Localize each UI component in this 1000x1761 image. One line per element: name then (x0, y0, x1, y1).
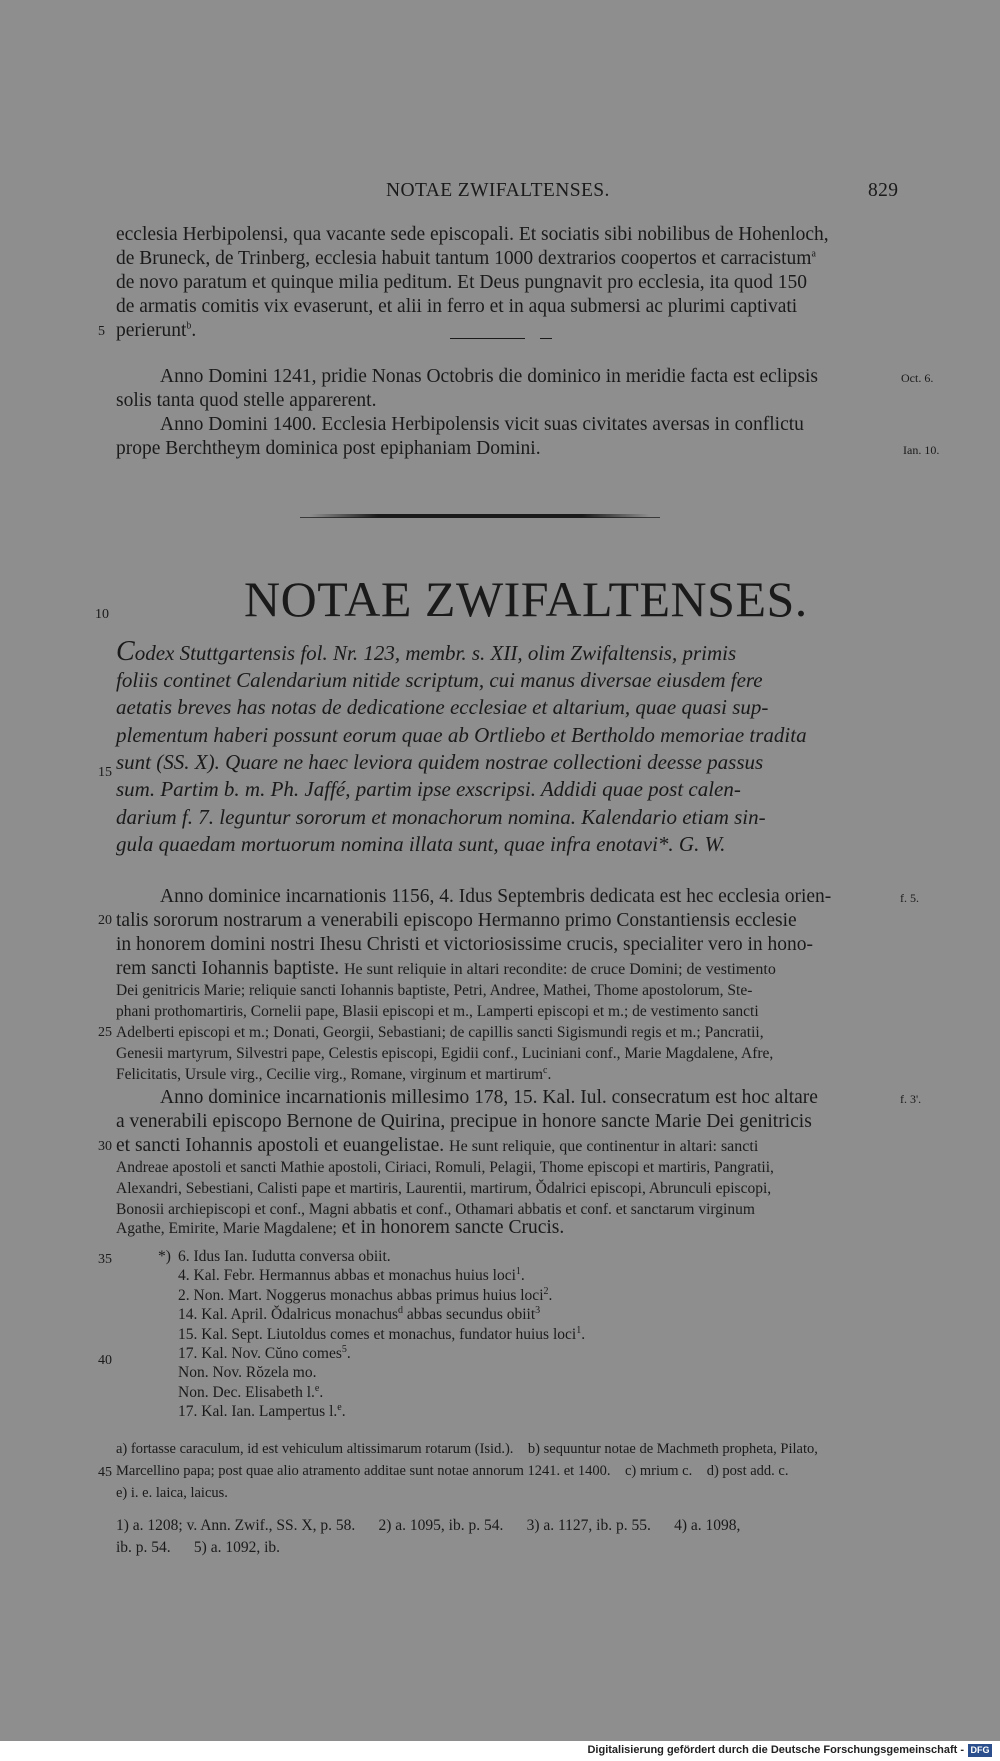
obit-text: Lampertus l. (258, 1403, 338, 1421)
obit-date: Non. Nov. (178, 1364, 243, 1382)
obit-sup: d (397, 1305, 403, 1317)
obit-entry (178, 1305, 540, 1325)
footnote-line: ib. p. 54. 5) a. 1092, ib. (116, 1539, 281, 1556)
text-line: Anno Domini 1400. Ecclesia Herbipolensis vicit suas civitates aversas in conflictu (160, 414, 804, 435)
margin-date: Oct. 6. (901, 371, 934, 385)
apparatus-line: a) fortasse caraculum, id est vehiculum altissimarum rotarum (Isid.). b) sequuntur notae de Machmeth propheta, Pilato, (116, 1441, 818, 1457)
obit-text: Iudutta conversa obiit. (251, 1248, 391, 1265)
text-line: Alexandri, Sebestiani, Calisti pape et martiris, Laurentii, martirum, Ŏdalrici episcopi, Abrunculi episcopi, (116, 1180, 772, 1197)
obit-date: 6. Idus Ian. (178, 1248, 248, 1265)
text-line: Genesii martyrum, Silvestri pape, Celestis episcopi, Egidii conf., Luciniani conf., Marie Magdalene, Afre, (116, 1045, 774, 1062)
line-number: 45 (98, 1465, 112, 1480)
footnote-star: *) (158, 1248, 171, 1265)
apparatus-line: e) i. e. laica, laicus. (116, 1485, 228, 1501)
drop-cap: C (116, 636, 135, 667)
margin-folio: f. 5. (900, 891, 919, 905)
obit-sup: 1 (576, 1324, 582, 1336)
line-number: 15 (98, 765, 112, 780)
obit-entry: 17. Kal. Ian. Lampertus l.$^e$. (178, 1402, 346, 1421)
obit-sup: 1 (515, 1266, 521, 1278)
intro-line: plementum haberi possunt eorum quae ab Ortliebo et Bertholdo memoriae tradita (116, 723, 807, 747)
obit-text: Noggerus monachus abbas primus huius loci (265, 1286, 544, 1304)
text-line: de armatis comitis vix evaserunt, et alii in ferro et in aqua submersi ac plurimi captivati (116, 296, 798, 317)
text-line: solis tanta quod stelle apparerent. (116, 390, 377, 411)
separator-dash (540, 338, 552, 339)
text-line: Anno dominice incarnationis 1156, 4. Idus Septembris dedicata est hec ecclesia orien- (160, 886, 832, 907)
footer-bar (0, 1741, 1000, 1761)
text-line: prope Berchtheym dominica post epiphaniam Domini. (116, 438, 541, 459)
text-line: Agathe, Emirite, Marie Magdalene; et in honorem sancte Crucis. (116, 1217, 565, 1238)
obit-date: 4. Kal. Febr. (178, 1267, 256, 1285)
line-number: 40 (98, 1353, 112, 1368)
intro-line: Codex Stuttgartensis fol. Nr. 123, membr. s. XII, olim Zwifaltensis, primis (116, 636, 737, 667)
footnote-line: 1) a. 1208; v. Ann. Zwif., SS. X, p. 58. 2) a. 1095, ib. p. 54. 3) a. 1127, ib. p. 55. 4) a. 1098, (116, 1517, 741, 1534)
obit-text: Liutoldus comes et monachus, fundator huius loci (266, 1325, 577, 1343)
line-number: 30 (98, 1139, 112, 1154)
intro-line: darium f. 7. leguntur sororum et monachorum nomina. Kalendario etiam sin- (116, 805, 766, 829)
obit-text: abbas secundus obiit (402, 1306, 536, 1324)
margin-folio: f. 3'. (900, 1092, 922, 1106)
page-number: 829 (868, 180, 899, 201)
ornamental-rule (310, 514, 650, 518)
obit-entry: 17. Kal. Nov. Cŭno comes$^5$. (178, 1343, 351, 1362)
section-title: NOTAE ZWIFALTENSES. (244, 571, 808, 627)
obit-sup: 5 (341, 1343, 347, 1355)
text-line: talis sororum nostrarum a venerabili episcopo Hermanno primo Constantiensis ecclesie (116, 910, 797, 931)
text-line: Anno Domini 1241, pridie Nonas Octobris die dominico in meridie facta est eclipsis (160, 366, 818, 387)
line-number: 35 (98, 1252, 112, 1267)
text-line: ecclesia Herbipolensi, qua vacante sede episcopali. Et sociatis sibi nobilibus de Hohenloch, (116, 224, 829, 245)
obit-date: 15. Kal. Sept. (178, 1325, 263, 1343)
apparatus-line: Marcellino papa; post quae alio atramento additae sunt notae annorum 1241. et 1400. c) mrium c. d) post add. c. (116, 1463, 789, 1479)
footer-credit: Digitalisierung gefördert durch die Deutsche Forschungsgemeinschaft - (587, 1744, 964, 1756)
obit-text: Elisabeth l. (245, 1383, 315, 1401)
obit-entry: Non. Dec. Elisabeth l.$^e$. (178, 1382, 324, 1401)
text-line: in honorem domini nostri Ihesu Christi et victoriosissime crucis, specialiter vero in hono- (116, 934, 814, 955)
line-number: 25 (98, 1025, 112, 1040)
text-line: a venerabili episcopo Bernone de Quirina, precipue in honore sancte Marie Dei genitricis (116, 1111, 812, 1132)
text-line: Anno dominice incarnationis millesimo 178, 15. Kal. Iul. consecratum est hoc altare (160, 1087, 818, 1108)
running-title: NOTAE ZWIFALTENSES. (386, 180, 610, 201)
obit-text: Ŏdalricus monachus (271, 1306, 398, 1324)
text-line: perierunt$^b$. (116, 320, 197, 341)
text-line: de novo paratum et quinque milia peditum. Et Deus pungnavit pro ecclesia, ita quod 150 (116, 272, 808, 293)
text-line: de Bruneck, de Trinberg, ecclesia habuit tantum 1000 dextrarios coopertos et carracistum$^a$ (116, 248, 816, 269)
text-line: Bonosii archiepiscopi et conf., Magni abbatis et conf., Othamari abbatis et conf. et sanctarum virginum (116, 1201, 755, 1218)
obit-entry: 2. Non. Mart. Noggerus monachus abbas primus huius loci$^2$. (178, 1285, 553, 1304)
text-line: Felicitatis, Ursule virg., Cecilie virg., Romane, virginum et martirum$^c$. (116, 1064, 552, 1083)
obit-date: 17. Kal. Nov. (178, 1345, 261, 1362)
intro-line: foliis continet Calendarium nitide scriptum, cui manus diversae eiusdem fere (116, 668, 763, 692)
obit-sup: 2 (543, 1285, 549, 1297)
separator-dash (450, 338, 525, 339)
obit-date: 2. Non. Mart. (178, 1286, 262, 1304)
obit-entry: 4. Kal. Febr. Hermannus abbas et monachus huius loci$^1$. (178, 1266, 525, 1285)
text-line: Andreae apostoli et sancti Mathie apostoli, Ciriaci, Romuli, Pelagii, Thome episcopi et martiris, Pangratii, (116, 1159, 774, 1176)
obit-date: 14. Kal. April. (178, 1306, 268, 1324)
line-number: 5 (98, 324, 105, 339)
intro-line: sum. Partim b. m. Ph. Jaffé, partim ipse exscripsi. Addidi quae post calen- (116, 777, 741, 801)
obit-entry (178, 1247, 391, 1267)
obit-sup: 3 (535, 1305, 541, 1317)
text-line: rem sancti Iohannis baptiste. He sunt reliquie in altari recondite: de cruce Domini; de vestimento (116, 958, 776, 979)
line-number: 20 (98, 913, 112, 928)
intro-line: gula quaedam mortuorum nomina illata sunt, quae infra enotavi*. G. W. (116, 832, 726, 856)
obit-text: Cŭno comes (264, 1345, 342, 1362)
intro-line: sunt (SS. X). Quare ne haec leviora quidem nostrae collectioni deesse passus (116, 750, 764, 774)
text-line: et sancti Iohannis apostoli et euangelistae. He sunt reliquie, que continentur in altari: sancti (116, 1135, 759, 1156)
text-line: Adelberti episcopi et m.; Donati, Georgii, Sebastiani; de capillis sancti Sigismundi regis et m.; Pancratii, (116, 1024, 764, 1041)
obit-text: Hermannus abbas et monachus huius loci (258, 1267, 516, 1285)
dfg-logo: DFG (968, 1744, 992, 1757)
obit-sup: e (337, 1402, 342, 1414)
text-line: Dei genitricis Marie; reliquie sancti Iohannis baptiste, Petri, Andree, Mathei, Thome apostolorum, Ste- (116, 982, 753, 999)
obit-entry: 15. Kal. Sept. Liutoldus comes et monachus, fundator huius loci$^1$. (178, 1324, 586, 1343)
obit-entry (178, 1363, 316, 1383)
obit-date: 17. Kal. Ian. (178, 1403, 256, 1421)
text-line: phani prothomartiris, Cornelii pape, Blasii episcopi et m., Lamperti episcopi et m.; de vestimento sancti (116, 1003, 759, 1020)
obit-date: Non. Dec. (178, 1383, 242, 1401)
obit-text: Rŏzela mo. (245, 1364, 317, 1382)
line-number: 10 (95, 607, 109, 622)
obit-sup: e (314, 1382, 320, 1394)
margin-date: Ian. 10. (903, 443, 940, 457)
intro-line: aetatis breves has notas de dedicatione ecclesiae et altarium, quae quasi sup- (116, 695, 769, 719)
